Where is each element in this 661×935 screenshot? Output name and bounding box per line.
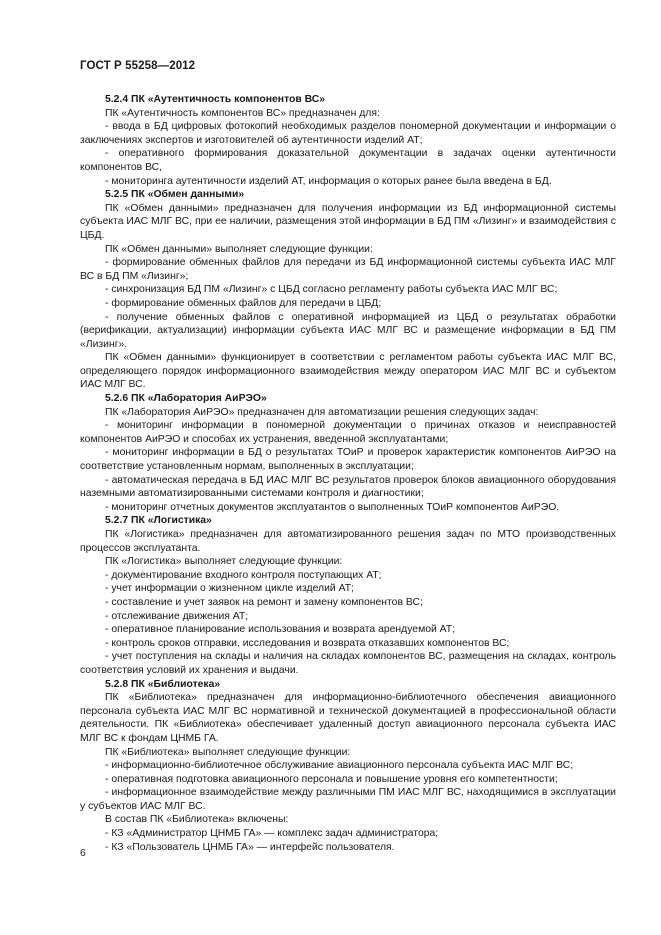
paragraph: - мониторинга аутентичности изделий АТ, информация о которых ранее была введена в БД.	[105, 175, 552, 187]
document-body	[80, 93, 616, 854]
paragraph: - контроль сроков отправки, исследования и возврата отказавших компонентов ВС;	[105, 637, 510, 649]
paragraph: - формирование обменных файлов для передачи из БД информационной системы субъекта ИАС МЛГ ВС в БД ПМ «Лизинг»;	[80, 257, 616, 282]
paragraph: - КЗ «Пользователь ЦНМБ ГА» — интерфейс пользователя.	[105, 841, 395, 853]
paragraph: - оперативное планирование использования и возврата арендуемой АТ;	[105, 624, 456, 636]
section-heading: 5.2.4 ПК «Аутентичность компонентов ВС»	[105, 94, 326, 105]
paragraph: ПК «Обмен данными» функционирует в соответствии с регламентом работы субъекта ИАС МЛГ ВС, определяющего порядок информационного взаимодействия между оператором ИАС МЛГ ВС и субъектом ИАС МЛГ ВС.	[80, 352, 616, 391]
section-heading: 5.2.8 ПК «Библиотека»	[105, 678, 221, 690]
paragraph: ПК «Обмен данными» выполняет следующие функции:	[105, 243, 373, 255]
paragraph: ПК «Обмен данными» предназначен для получения информации из БД информационной системы субъекта ИАС МЛГ ВС, при ее наличии, размещения этой информации в БД ПМ «Лизинг» и взаимодействия с ЦБД.	[80, 202, 616, 241]
paragraph: ПК «Библиотека» выполняет следующие функции:	[105, 746, 351, 758]
paragraph: - мониторинг отчетных документов эксплуатантов о выполненных ТОиР компонентов АиРЭО.	[105, 501, 560, 513]
paragraph: - мониторинг информации в БД о результатах ТОиР и проверок характеристик компонентов АиРЭО на соответствие установленным нормам, выполненных в эксплуатации;	[80, 447, 616, 473]
paragraph: ПК «Логистика» предназначен для автоматизированного решения задач по МТО производственных процессов эксплуатанта.	[80, 529, 616, 554]
paragraph: - оперативная подготовка авиационного персонала и повышение уровня его компетентности;	[105, 773, 558, 785]
paragraph: - автоматическая передача в БД ИАС МЛГ ВС результатов проверок блоков авиационного оборудования наземными автоматизированными системами контроля и диагностики;	[80, 474, 616, 500]
paragraph: - отслеживание движения АТ;	[105, 610, 249, 622]
paragraph: - учет информации о жизненном цикле изделий АТ;	[105, 583, 354, 595]
paragraph: - составление и учет заявок на ремонт и замену компонентов ВС;	[105, 596, 423, 608]
section-heading: 5.2.7 ПК «Логистика»	[105, 515, 212, 527]
paragraph: - получение обменных файлов с оперативной информацией из ЦБД о результатах обработки (верификации, актуализации) информации субъекта ИАС МЛГ ВС и размещение информации в БД ПМ «Лизинг».	[80, 311, 616, 350]
paragraph: - ввода в БД цифровых фотокопий необходимых разделов пономерной документации и информации о заключениях экспертов и изготовителей об аутентичности изделий АТ;	[80, 121, 616, 146]
paragraph: - мониторинг информации в пономерной документации о причинах отказов и неисправностей компонентов АиРЭО и способах их устранения, введенной эксплуатантами;	[80, 420, 616, 445]
paragraph: - информационно-библиотечное обслуживание авиационного персонала субъекта ИАС МЛГ ВС;	[105, 760, 574, 772]
paragraph: ПК «Аутентичность компонентов ВС» предназначен для:	[105, 107, 380, 119]
paragraph: ПК «Библиотека» предназначен для информационно-библиотечного обеспечения авиационного персонала субъекта ИАС МЛГ ВС нормативной и технической документацией в профессиональной области деятельности. ПК «Библиотека» обеспечивает удаленный доступ авиационного персонала субъекта ИАС МЛГ ВС к фондам ЦНМБ ГА.	[80, 692, 616, 744]
paragraph: ПК «Логистика» выполняет следующие функции:	[105, 556, 343, 568]
paragraph: - формирование обменных файлов для передачи в ЦБД;	[105, 297, 382, 309]
paragraph: - учет поступления на склады и наличия на складах компонентов ВС, размещения на складах, контроль соответствия условий их хранения и выдачи.	[80, 651, 616, 676]
paragraph: - оперативного формирования доказательной документации в задачах оценки аутентичности компонентов ВС,	[80, 148, 616, 173]
paragraph: В состав ПК «Библиотека» включены:	[105, 814, 289, 826]
page-number: 6	[80, 848, 86, 859]
paragraph: - информационное взаимодействие между различными ПМ ИАС МЛГ ВС, находящимися в эксплуатации у субъектов ИАС МЛГ ВС.	[80, 787, 616, 812]
paragraph: ПК «Лаборатория АиРЭО» предназначен для автоматизации решения следующих задач:	[105, 406, 539, 418]
section-heading: 5.2.6 ПК «Лаборатория АиРЭО»	[105, 393, 267, 405]
document-header: ГОСТ Р 55258—2012	[80, 60, 196, 72]
paragraph: - синхронизация БД ПМ «Лизинг» с ЦБД согласно регламенту работы субъекта ИАС МЛГ ВС;	[105, 284, 558, 296]
section-heading: 5.2.5 ПК «Обмен данными»	[105, 189, 245, 201]
paragraph: - документирование входного контроля поступающих АТ;	[105, 569, 382, 581]
paragraph: - КЗ «Администратор ЦНМБ ГА» — комплекс задач администратора;	[105, 828, 439, 840]
